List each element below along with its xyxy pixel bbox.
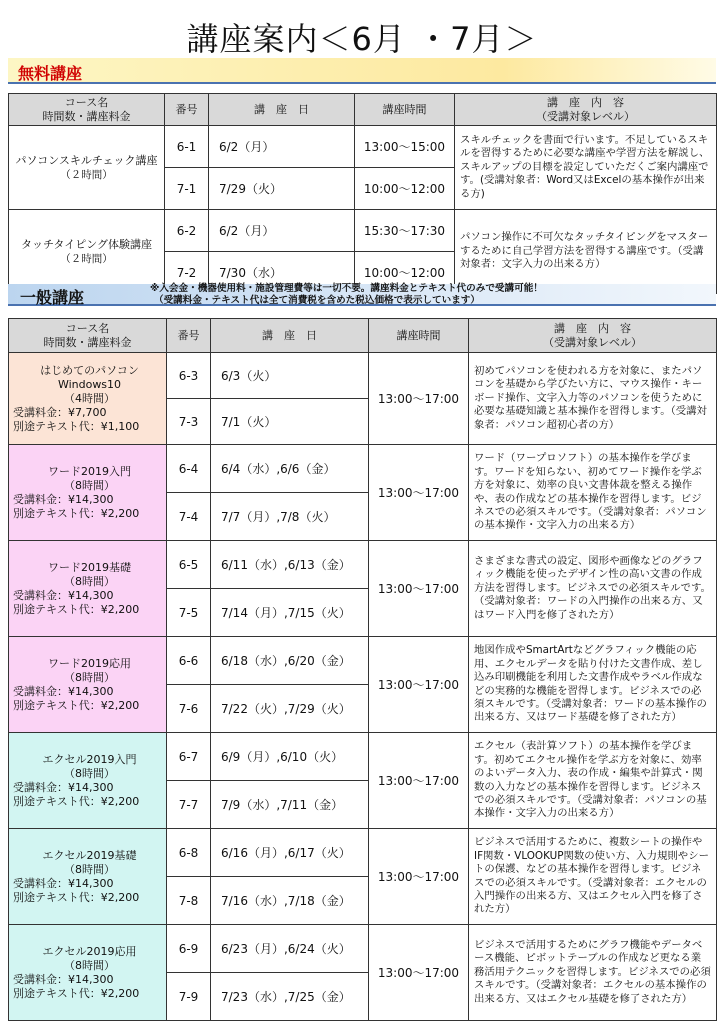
session-date: 7/14（月）,7/15（火） bbox=[211, 589, 369, 637]
table-row bbox=[9, 353, 717, 399]
session-time: 15:30～17:30 bbox=[355, 210, 455, 252]
course-fee: 受講料金：¥7,700 bbox=[13, 405, 107, 419]
general-section-label: 一般講座 bbox=[20, 288, 85, 307]
free-section-label: 無料講座 bbox=[18, 64, 83, 83]
course-cell bbox=[9, 445, 167, 541]
session-number: 6-3 bbox=[167, 353, 211, 399]
course-text-fee: 別途テキスト代：¥2,200 bbox=[13, 890, 140, 904]
session-time: 13:00～17:00 bbox=[369, 925, 469, 1021]
session-number: 7-6 bbox=[167, 685, 211, 733]
table-row bbox=[9, 210, 717, 252]
session-date: 7/9（水）,7/11（金） bbox=[211, 781, 369, 829]
course-hours: （4時間） bbox=[64, 391, 115, 405]
note-line: ※入会金・機器使用料・施設管理費等は一切不要。講座料金とテキスト代のみで受講可能！ bbox=[150, 283, 543, 294]
header-number: 番号 bbox=[165, 94, 209, 126]
course-fee: 受講料金：¥14,300 bbox=[13, 876, 114, 890]
session-number: 7-8 bbox=[167, 877, 211, 925]
course-name: ワード2019入門 bbox=[48, 464, 131, 478]
free-course-table bbox=[8, 93, 717, 294]
free-table-header bbox=[9, 94, 717, 126]
note-line: （受講料金・テキスト代は全て消費税を含めた税込価格で表示しています） bbox=[154, 295, 480, 306]
course-text-fee: 別途テキスト代：¥1,100 bbox=[13, 419, 140, 433]
header-content: 講 座 内 容 （受講対象レベル） bbox=[455, 94, 717, 126]
session-date: 7/23（水）,7/25（金） bbox=[211, 973, 369, 1021]
course-cell bbox=[9, 733, 167, 829]
course-cell bbox=[9, 210, 165, 294]
session-date: 7/29（火） bbox=[209, 168, 355, 210]
table-row bbox=[9, 637, 717, 685]
session-number: 7-7 bbox=[167, 781, 211, 829]
header-date: 講 座 日 bbox=[211, 319, 369, 353]
table-row bbox=[9, 445, 717, 493]
session-time: 10:00～12:00 bbox=[355, 168, 455, 210]
table-row bbox=[9, 541, 717, 589]
session-time: 13:00～17:00 bbox=[369, 445, 469, 541]
course-fee: 受講料金：¥14,300 bbox=[13, 780, 114, 794]
session-date: 7/22（火）,7/29（火） bbox=[211, 685, 369, 733]
session-date: 7/7（月）,7/8（火） bbox=[211, 493, 369, 541]
session-time: 13:00～15:00 bbox=[355, 126, 455, 168]
general-course-table bbox=[8, 318, 717, 1021]
session-number: 7-9 bbox=[167, 973, 211, 1021]
header-time: 講座時間 bbox=[355, 94, 455, 126]
session-number: 6-5 bbox=[167, 541, 211, 589]
session-time: 13:00～17:00 bbox=[369, 353, 469, 445]
course-name: はじめてのパソコン bbox=[40, 363, 139, 377]
session-number: 6-6 bbox=[167, 637, 211, 685]
session-number: 7-5 bbox=[167, 589, 211, 637]
course-cell bbox=[9, 637, 167, 733]
session-number: 6-1 bbox=[165, 126, 209, 168]
session-date: 6/9（月）,6/10（火） bbox=[211, 733, 369, 781]
course-name: エクセル2019応用 bbox=[42, 944, 137, 958]
course-description: ビジネスで活用するために、複数シートの操作やIF関数・VLOOKUP関数の使い方、入力規則やシートの保護、などの基本操作を習得します。ビジネスでの必須スキルです。（受講対象者：エクセルの入門操作の出来る方、又はエクセル入門を修了された方） bbox=[469, 829, 717, 925]
session-time: 13:00～17:00 bbox=[369, 829, 469, 925]
course-text-fee: 別途テキスト代：¥2,200 bbox=[13, 602, 140, 616]
course-description: エクセル（表計算ソフト）の基本操作を学びます。初めてエクセル操作を学ぶ方を対象に、効率のよいデータ入力、表の作成・編集や計算式・関数の入力などの基本操作を習得します。ビジネスでの必須スキルです。（受講対象者：パソコンの基本操作・文字入力の出来る方） bbox=[469, 733, 717, 829]
session-date: 6/2（月） bbox=[209, 210, 355, 252]
session-date: 6/4（水）,6/6（金） bbox=[211, 445, 369, 493]
course-fee: 受講料金：¥14,300 bbox=[13, 684, 114, 698]
course-cell bbox=[9, 541, 167, 637]
course-description: 初めてパソコンを使われる方を対象に、またパソコンを基礎から学びたい方に、マウス操作・キーボード操作、文字入力等のパソコンを使うために必要な基礎知識と基本操作を習得します。（受講対象者：パソコン超初心者の方） bbox=[469, 353, 717, 445]
course-name: ワード2019基礎 bbox=[48, 560, 131, 574]
course-hours: （２時間） bbox=[60, 168, 113, 181]
course-hours: （8時間） bbox=[64, 670, 115, 684]
table-row bbox=[9, 733, 717, 781]
session-date: 6/2（月） bbox=[209, 126, 355, 168]
course-fee: 受講料金：¥14,300 bbox=[13, 588, 114, 602]
session-date: 7/16（水）,7/18（金） bbox=[211, 877, 369, 925]
course-fee: 受講料金：¥14,300 bbox=[13, 972, 114, 986]
course-name: エクセル2019入門 bbox=[42, 752, 137, 766]
course-description: ビジネスで活用するためにグラフ機能やデータベース機能、ピボットテーブルの作成など更なる業務活用テクニックを習得します。ビジネスでの必須スキルです。（受講対象者：エクセルの基本操作の出来る方、又はエクセル基礎を修了された方） bbox=[469, 925, 717, 1021]
table-row bbox=[9, 829, 717, 877]
course-hours: （8時間） bbox=[64, 958, 115, 972]
session-number: 7-1 bbox=[165, 168, 209, 210]
header-course: コース名 時間数・講座料金 bbox=[9, 319, 167, 353]
session-number: 7-2 bbox=[165, 252, 209, 294]
header-date: 講 座 日 bbox=[209, 94, 355, 126]
header-course: コース名 時間数・講座料金 bbox=[9, 94, 165, 126]
header-number: 番号 bbox=[167, 319, 211, 353]
session-date: 6/18（水）,6/20（金） bbox=[211, 637, 369, 685]
session-time: 13:00～17:00 bbox=[369, 541, 469, 637]
session-number: 7-3 bbox=[167, 399, 211, 445]
course-text-fee: 別途テキスト代：¥2,200 bbox=[13, 794, 140, 808]
course-hours: （8時間） bbox=[64, 574, 115, 588]
course-hours: （２時間） bbox=[60, 252, 113, 265]
session-number: 6-4 bbox=[167, 445, 211, 493]
session-number: 6-8 bbox=[167, 829, 211, 877]
session-time: 13:00～17:00 bbox=[369, 637, 469, 733]
course-description: ワード（ワープロソフト）の基本操作を学びます。ワードを知らない、初めてワード操作を学ぶ方を対象に、効率の良い文書体裁を整える操作や、表の作成などの基本操作を習得します。ビジネスでの必須スキルです。（受講対象者：パソコンの基本操作・文字入力の出来る方） bbox=[469, 445, 717, 541]
header-content: 講 座 内 容 （受講対象レベル） bbox=[469, 319, 717, 353]
course-description: さまざまな書式の設定、図形や画像などのグラフィック機能を使ったデザイン性の高い文書の作成方法を習得します。ビジネスでの必須スキルです。（受講対象者：ワードの入門操作の出来る方、又はワード入門を修了された方） bbox=[469, 541, 717, 637]
course-cell bbox=[9, 829, 167, 925]
session-number: 6-9 bbox=[167, 925, 211, 973]
session-time: 13:00～17:00 bbox=[369, 733, 469, 829]
session-date: 6/3（火） bbox=[211, 353, 369, 399]
header-time: 講座時間 bbox=[369, 319, 469, 353]
course-name: タッチタイピング体験講座 bbox=[20, 237, 152, 251]
session-date: 6/23（月）,6/24（火） bbox=[211, 925, 369, 973]
session-date: 7/1（火） bbox=[211, 399, 369, 445]
general-notes bbox=[150, 283, 710, 307]
course-name: エクセル2019基礎 bbox=[42, 848, 137, 862]
session-number: 7-4 bbox=[167, 493, 211, 541]
session-time: 10:00～12:00 bbox=[355, 252, 455, 294]
page-title: 講座案内＜6月 ・7月＞ bbox=[186, 20, 538, 58]
course-name: ワード2019応用 bbox=[48, 656, 131, 670]
table-row bbox=[9, 925, 717, 973]
course-text-fee: 別途テキスト代：¥2,200 bbox=[13, 506, 140, 520]
course-text-fee: 別途テキスト代：¥2,200 bbox=[13, 986, 140, 1000]
table-row bbox=[9, 126, 717, 168]
free-section-band bbox=[8, 58, 716, 84]
session-date: 6/16（月）,6/17（火） bbox=[211, 829, 369, 877]
course-hours: （8時間） bbox=[64, 478, 115, 492]
course-name: Windows10 bbox=[57, 377, 122, 391]
session-date: 6/11（水）,6/13（金） bbox=[211, 541, 369, 589]
course-name: パソコンスキルチェック講座 bbox=[15, 153, 158, 167]
course-text-fee: 別途テキスト代：¥2,200 bbox=[13, 698, 140, 712]
course-cell bbox=[9, 353, 167, 445]
course-hours: （8時間） bbox=[64, 862, 115, 876]
session-number: 6-2 bbox=[165, 210, 209, 252]
course-description: パソコン操作に不可欠なタッチタイピングをマスターするために自己学習方法を習得する講座です。（受講対象者：文字入力の出来る方） bbox=[455, 210, 717, 294]
course-hours: （8時間） bbox=[64, 766, 115, 780]
course-description: スキルチェックを書面で行います。不足しているスキルを習得するために必要な講座や学習方法を解説し、スキルアップの目標を設定していただくご案内講座です。(受講対象者：Word又はExcelの基本操作が出来る方) bbox=[455, 126, 717, 210]
session-date: 7/30（水） bbox=[209, 252, 355, 294]
session-number: 6-7 bbox=[167, 733, 211, 781]
general-table-header bbox=[9, 319, 717, 353]
course-fee: 受講料金：¥14,300 bbox=[13, 492, 114, 506]
course-description: 地図作成やSmartArtなどグラフィック機能の応用、エクセルデータを貼り付けた文書作成、差し込み印刷機能を利用した文書作成やラベル作成などの実務的な機能を習得します。ビジネスでの必須スキルです。（受講対象者：ワードの基本操作の出来る方、又はワード基礎を修了された方） bbox=[469, 637, 717, 733]
course-cell bbox=[9, 126, 165, 210]
course-cell bbox=[9, 925, 167, 1021]
